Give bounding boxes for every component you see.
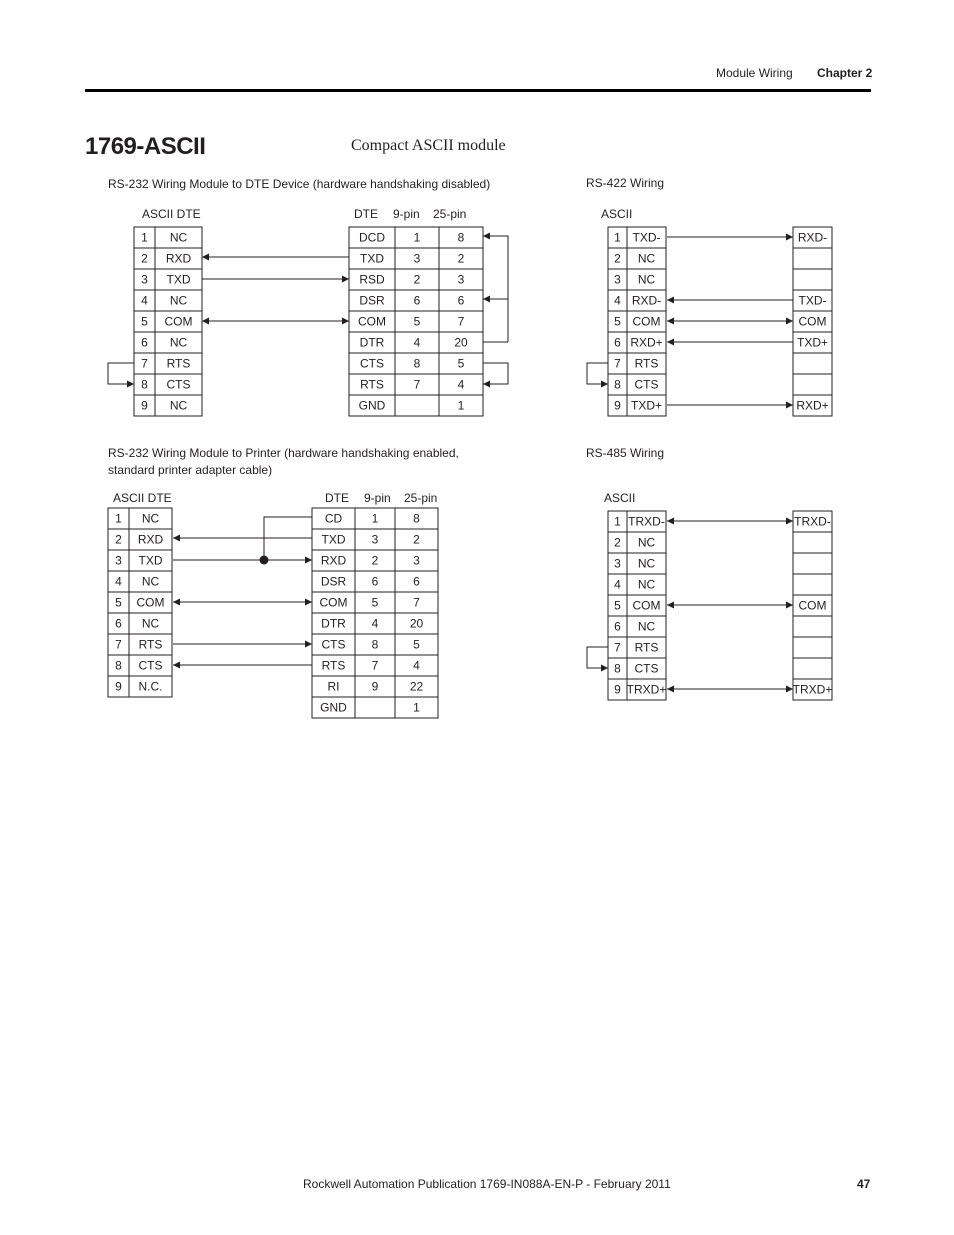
rs232-printer-left-table-cell: 6 xyxy=(115,616,122,631)
rs422-right-table-cell: RXD+ xyxy=(796,398,829,413)
rs232-printer-left-table-cell: NC xyxy=(141,616,160,631)
rs485-left-table-cell: NC xyxy=(637,535,656,550)
rs422-left-table-cell: 6 xyxy=(614,335,621,350)
rs422-right-table-cell: RXD- xyxy=(797,230,828,245)
rs232-printer-right-table-cell: 4 xyxy=(413,658,420,673)
rs232-printer-pin9-label: 9-pin xyxy=(364,491,391,505)
rs232-dte-right-table-cell: 3 xyxy=(413,251,421,266)
rs485-left-label: ASCII xyxy=(604,491,636,505)
rs232-dte-right-table-cell: 4 xyxy=(457,377,465,392)
rs232-printer-right-table-cell: RTS xyxy=(321,658,346,673)
rs485-left-table-cell: 2 xyxy=(614,535,621,550)
rs232-dte-left-table-cell: 6 xyxy=(141,335,148,350)
rs232-dte-left-table-cell: RXD xyxy=(165,251,192,266)
rs232-dte-right-table-cell: 5 xyxy=(413,314,421,329)
rs232-dte-right-table-cell: 2 xyxy=(413,272,421,287)
footer-publication: Rockwell Automation Publication 1769-IN088A-EN-P - February 2011 xyxy=(303,1177,671,1191)
rs232-dte-right-table-cell: RTS xyxy=(360,377,384,392)
rs485-left-table-cell: 6 xyxy=(614,619,621,634)
rs232-printer-right-table-cell: CTS xyxy=(321,637,346,652)
rs422-rts-cts-loop xyxy=(587,363,608,384)
rs422-left-table-cell: 5 xyxy=(614,314,621,329)
rs232-dte-right-table-cell: RSD xyxy=(359,272,385,287)
rs422-left-table-cell: COM xyxy=(632,314,661,329)
rs422-left-table-cell: TXD- xyxy=(632,230,661,245)
rs232-dte-right-table-cell: TXD xyxy=(360,251,384,266)
rs232-printer-right-table-cell: TXD xyxy=(321,532,346,547)
rs232-dte-right-table-cell: 3 xyxy=(457,272,465,287)
rs422-right-table xyxy=(793,227,832,416)
rs232-printer-left-table-cell: RTS xyxy=(138,637,163,652)
rs422-left-table xyxy=(608,227,666,416)
rs485-left-table-cell: TRXD- xyxy=(628,514,665,529)
rs232-dte-pin25-label: 25-pin xyxy=(433,207,467,221)
rs485-left-table-cell: NC xyxy=(637,577,656,592)
rs485-left-table-cell: CTS xyxy=(634,661,659,676)
rs422-right-table-cell: COM xyxy=(798,314,827,329)
rs422-left-table-cell: 2 xyxy=(614,251,621,266)
rs232-printer-right-table-cell: 5 xyxy=(413,637,420,652)
rs232-dte-left-table-cell: 2 xyxy=(141,251,148,266)
rs485-left-table-cell: COM xyxy=(632,598,661,613)
rs232-dte-left-table-cell: NC xyxy=(169,230,188,245)
rs232-printer-right-table-cell: DSR xyxy=(320,574,347,589)
rs232-dte-right-table-cell: 6 xyxy=(457,293,465,308)
rs232-dte-left-table-cell: RTS xyxy=(166,356,191,371)
rs232-dte-left-table-cell: 3 xyxy=(141,272,148,287)
footer-page-number: 47 xyxy=(857,1177,871,1191)
rs232-dte-right-table-cell: 4 xyxy=(413,335,421,350)
rs232-printer-right-table-cell: 1 xyxy=(413,700,420,715)
rs232-printer-right-table-cell: 3 xyxy=(371,532,379,547)
rs232-printer-left-table-cell: 5 xyxy=(115,595,122,610)
rs232-printer-left-table-cell: 4 xyxy=(115,574,122,589)
rs232-printer-right-table-cell: 2 xyxy=(371,553,379,568)
rs485-right-table-cell: COM xyxy=(798,598,827,613)
rs232-printer-caption: RS-232 Wiring Module to Printer (hardware handshaking enabled, standard printer adapter cable) xyxy=(108,446,459,477)
rs232-printer-right-table-cell: RXD xyxy=(320,553,347,568)
page-subtitle: Compact ASCII module xyxy=(351,137,506,154)
rs485-rts-cts-loop xyxy=(587,647,608,668)
rs232-dte-right-table-cell: CTS xyxy=(360,356,384,371)
rs232-printer-left-table-cell: RXD xyxy=(137,532,164,547)
rs232-dte-right-table xyxy=(349,227,483,416)
rs232-printer-left-table-cell: N.C. xyxy=(138,679,163,694)
rs232-printer-left-table-cell: TXD xyxy=(138,553,163,568)
rs485-caption: RS-485 Wiring xyxy=(586,446,665,460)
rs232-dte-right-table-cell: DSR xyxy=(359,293,385,308)
rs232-dte-left-table-cell: 1 xyxy=(141,230,148,245)
rs232-printer-right-name: DTE xyxy=(325,491,349,505)
rs232-dte-right-table-cell: 5 xyxy=(457,356,465,371)
rs232-dte-right-table-cell: 2 xyxy=(457,251,465,266)
rs232-dte-right-table-cell: GND xyxy=(358,398,386,413)
rs485-left-table xyxy=(608,511,666,700)
rs422-left-table-cell: 4 xyxy=(614,293,621,308)
rs232-printer-right-table-cell: 7 xyxy=(371,658,379,673)
rs232-printer-junction-dot xyxy=(260,556,269,565)
rs232-printer-left-table-cell: CTS xyxy=(138,658,163,673)
rs232-dte-left-table xyxy=(134,227,202,416)
rs232-dte-right-table-cell: 8 xyxy=(413,356,421,371)
rs232-dte-left-table-cell: COM xyxy=(164,314,193,329)
rs232-dte-left-table-cell: NC xyxy=(169,398,188,413)
rs232-printer-left-table-cell: 3 xyxy=(115,553,122,568)
rs232-printer-right-table-cell: GND xyxy=(320,700,347,715)
rs232-dte-left-table-cell: NC xyxy=(169,293,188,308)
rs232-dte-left-label: ASCII DTE xyxy=(142,207,201,221)
rs485-left-table-cell: 3 xyxy=(614,556,621,571)
rs232-printer-right-table-cell: 22 xyxy=(409,679,424,694)
rs232-dte-right-table-cell: 1 xyxy=(457,398,465,413)
rs232-printer-right-table-cell: 2 xyxy=(413,532,420,547)
rs232-printer-left-table-cell: COM xyxy=(136,595,165,610)
rs232-dte-left-table-cell: TXD xyxy=(166,272,191,287)
rs422-left-label: ASCII xyxy=(601,207,633,221)
rs485-left-table-cell: 7 xyxy=(614,640,621,655)
rs485-left-table-cell: 1 xyxy=(614,514,621,529)
rs422-left-table-cell: 3 xyxy=(614,272,621,287)
rs232-printer-left-table-cell: 2 xyxy=(115,532,122,547)
rs422-left-table-cell: 9 xyxy=(614,398,621,413)
rs485-left-table-cell: 9 xyxy=(614,682,621,697)
rs485-left-table-cell: 8 xyxy=(614,661,621,676)
rs422-left-table-cell: NC xyxy=(637,272,656,287)
rs232-printer-right-table-cell: 4 xyxy=(371,616,379,631)
rs232-dte-right-table-cell: DTR xyxy=(359,335,385,350)
rs232-printer-right-table-cell: 3 xyxy=(413,553,420,568)
rs232-dte-right-table-cell: 6 xyxy=(413,293,421,308)
rs232-dte-left-table-cell: 4 xyxy=(141,293,148,308)
rs232-printer-right-table-cell: COM xyxy=(319,595,348,610)
rs232-printer-right-table-cell: 20 xyxy=(409,616,424,631)
header-chapter: Chapter 2 xyxy=(817,66,873,80)
rs232-printer-left-table-cell: NC xyxy=(141,574,160,589)
rs232-printer-right-table-cell: RI xyxy=(327,679,340,694)
rs232-dte-right-table-cell: DCD xyxy=(359,230,385,245)
rs232-printer-right-table-cell: 6 xyxy=(371,574,379,589)
rs232-printer-right-table-cell: 5 xyxy=(371,595,379,610)
header-section: Module Wiring xyxy=(716,66,793,80)
rs232-dte-rts-cts-loop xyxy=(108,363,134,384)
rs422-left-table-cell: 1 xyxy=(614,230,621,245)
rs485-left-table-cell: NC xyxy=(637,556,656,571)
rs232-dte-left-table-cell: 5 xyxy=(141,314,148,329)
rs232-dte-left-table-cell: 7 xyxy=(141,356,148,371)
rs232-printer-left-table-cell: 1 xyxy=(115,511,122,526)
rs422-left-table-cell: 7 xyxy=(614,356,621,371)
rs232-printer-right-table xyxy=(312,508,438,718)
rs485-right-table-cell: TRXD+ xyxy=(792,682,833,697)
rs232-dte-left-table-cell: 8 xyxy=(141,377,148,392)
rs232-dte-left-table-cell: 9 xyxy=(141,398,148,413)
rs232-dte-right-table-cell: 7 xyxy=(457,314,465,329)
rs422-left-table-cell: RXD+ xyxy=(630,335,663,350)
rs232-dte-right-name: DTE xyxy=(354,207,378,221)
rs422-left-table-cell: RXD- xyxy=(631,293,662,308)
rs232-dte-right-table-cell: COM xyxy=(358,314,386,329)
rs232-dte-right-table-cell: 20 xyxy=(454,335,468,350)
rs485-left-table-cell: RTS xyxy=(634,640,659,655)
rs232-dte-cts-rts-loop xyxy=(483,363,508,384)
rs422-left-table-cell: CTS xyxy=(634,377,659,392)
rs232-printer-right-table-cell: CD xyxy=(324,511,343,526)
rs232-dte-dcd-dsr-dtr-loop xyxy=(483,236,508,342)
rs232-dte-right-table-cell: 1 xyxy=(413,230,421,245)
rs232-printer-right-table-cell: DTR xyxy=(321,616,346,631)
rs485-right-table xyxy=(793,511,833,700)
rs232-printer-left-label: ASCII DTE xyxy=(113,491,172,505)
rs422-right-table-cell: TXD+ xyxy=(796,335,829,350)
rs232-printer-left-table-cell: 8 xyxy=(115,658,122,673)
page-title: 1769-ASCII xyxy=(85,133,206,160)
rs232-printer-right-table-cell: 7 xyxy=(413,595,420,610)
rs422-left-table-cell: RTS xyxy=(634,356,659,371)
rs232-dte-right-table-cell: 8 xyxy=(457,230,465,245)
rs232-printer-left-table-cell: NC xyxy=(141,511,160,526)
rs485-left-table-cell: TRXD+ xyxy=(626,682,667,697)
rs232-printer-left-table xyxy=(108,508,172,697)
rs232-dte-left-table-cell: CTS xyxy=(166,377,191,392)
rs232-printer-left-table-cell: 7 xyxy=(115,637,122,652)
rs232-printer-left-table-cell: 9 xyxy=(115,679,122,694)
rs422-right-table-cell: TXD- xyxy=(798,293,827,308)
rs232-dte-pin9-label: 9-pin xyxy=(393,207,420,221)
rs232-dte-right-table-cell: 7 xyxy=(413,377,421,392)
rs232-dte-caption: RS-232 Wiring Module to DTE Device (hardware handshaking disabled) xyxy=(108,177,491,191)
rs485-left-table-cell: 5 xyxy=(614,598,621,613)
rs232-printer-right-table-cell: 9 xyxy=(371,679,379,694)
rs485-left-table-cell: 4 xyxy=(614,577,621,592)
rs232-printer-right-table-cell: 6 xyxy=(413,574,420,589)
rs422-left-table-cell: 8 xyxy=(614,377,621,392)
rs485-right-table-cell: TRXD- xyxy=(794,514,831,529)
rs485-left-table-cell: NC xyxy=(637,619,656,634)
rs232-printer-right-table-cell: 8 xyxy=(413,511,420,526)
rs232-printer-pin25-label: 25-pin xyxy=(404,491,438,505)
rs422-caption: RS-422 Wiring xyxy=(586,176,665,190)
rs422-left-table-cell: NC xyxy=(637,251,656,266)
rs232-printer-right-table-cell: 8 xyxy=(371,637,379,652)
rs232-dte-left-table-cell: NC xyxy=(169,335,188,350)
rs232-printer-right-table-cell: 1 xyxy=(371,511,379,526)
rs422-left-table-cell: TXD+ xyxy=(630,398,663,413)
